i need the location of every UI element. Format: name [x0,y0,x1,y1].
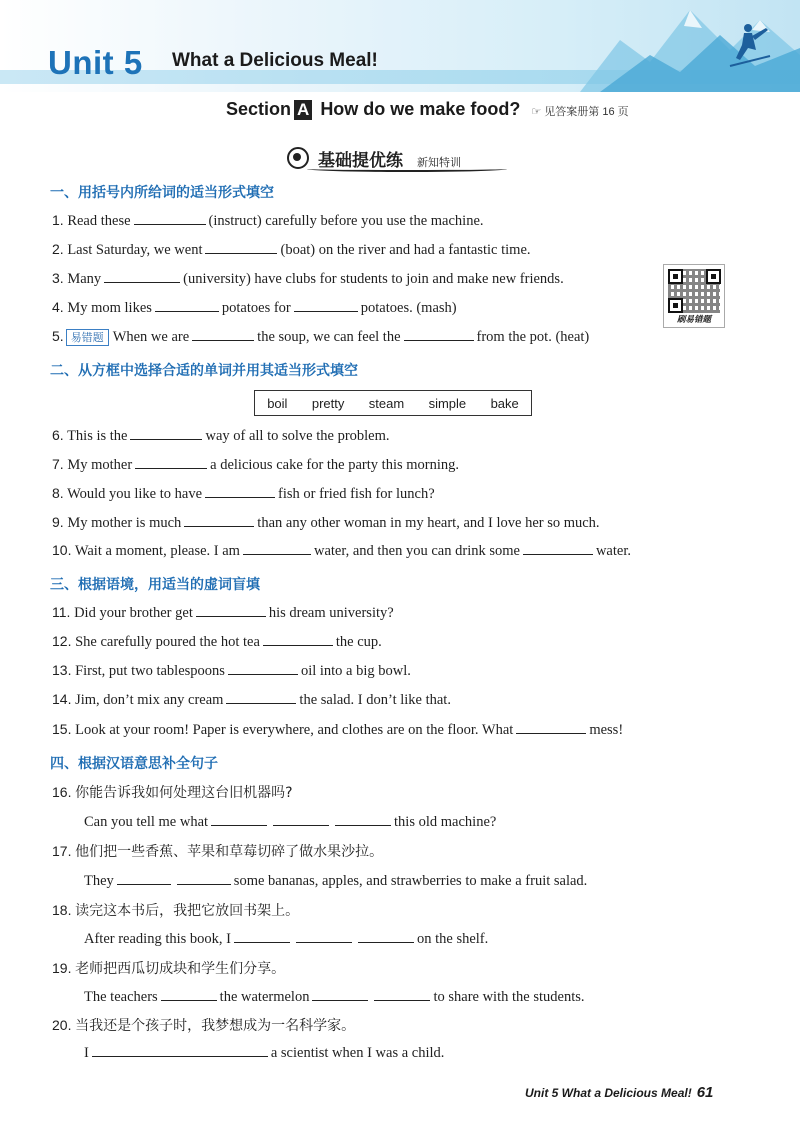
q-number: 4. [52,299,64,315]
q-number: 10. [52,542,72,558]
q-text: to share with the students. [433,989,585,1005]
answer-blank[interactable] [234,930,290,943]
answer-blank[interactable] [196,604,266,617]
q-text: After reading this book, I [84,931,231,947]
qr-label: 刷易错题 [676,315,711,325]
q-chinese: 你能告诉我如何处理这台旧机器吗? [75,785,293,801]
q-text: fish or fried fish for lunch? [278,486,435,502]
q-number: 3. [52,270,64,286]
q-number: 9. [52,514,64,530]
answer-blank[interactable] [312,988,368,1001]
q-text: First, put two tablespoons [75,663,225,679]
answer-blank[interactable] [296,930,352,943]
part4-heading: 四、根据汉语意思补全句子 [50,756,218,772]
q-text: Last Saturday, we went [67,242,203,258]
title-swoosh [307,166,507,172]
unit-title: What a Delicious Meal! [172,50,378,71]
answer-blank[interactable] [523,542,593,555]
qr-finder [668,269,683,284]
mountain-skier-illustration [580,0,800,92]
q-text: the soup, we can feel the [257,329,401,345]
q-text: mess! [589,722,624,738]
q-text: This is the [67,428,128,444]
answer-line-19 [84,988,585,1006]
q-number: 8. [52,485,64,501]
unit-number: Unit 5 [48,44,143,81]
q-text: than any other woman in my heart, and I love her so much. [257,515,600,531]
answer-blank[interactable] [516,721,586,734]
section-title [226,99,629,120]
q-text: way of all to solve the problem. [205,428,390,444]
answer-blank[interactable] [117,872,171,885]
practice-main: 基础提优练 [318,151,403,171]
q-text: Read these [67,213,131,229]
q-text: this old machine? [394,814,497,830]
q-text: potatoes for [221,300,291,316]
word-box [254,390,532,416]
answer-blank[interactable] [177,872,231,885]
word-option: boil [267,395,288,411]
question-3 [52,270,564,288]
answer-line-17 [84,872,587,890]
answer-blank[interactable] [161,988,217,1001]
answer-reference: ☞ 见答案册第 16 页 [531,106,629,118]
q-text: water. [595,543,631,559]
q-number: 1. [52,212,64,228]
q-text: (boat) on the river and had a fantastic time. [280,242,531,258]
word-option: simple [428,395,467,411]
q-text: Many [67,271,102,287]
question-1 [52,212,484,230]
q-text: Can you tell me what [84,814,209,830]
question-10 [52,542,631,560]
q-number: 6. [52,427,64,443]
word-option: pretty [311,395,345,411]
answer-blank[interactable] [228,662,298,675]
q-text: oil into a big bowl. [300,663,411,679]
qr-code[interactable] [663,264,725,328]
section-heading: How do we make food? [320,99,521,119]
q-text: from the pot. (heat) [476,329,590,345]
answer-blank[interactable] [273,813,329,826]
answer-blank[interactable] [263,633,333,646]
q-text: potatoes. (mash) [360,300,457,316]
question-15 [52,721,623,739]
answer-blank[interactable] [184,514,254,527]
q-number: 7. [52,456,64,472]
part1-heading: 一、用括号内所给词的适当形式填空 [50,185,274,201]
practice-sub: 新知特训 [417,156,461,169]
q-text: I [84,1045,89,1061]
q-text: My mom likes [67,300,152,316]
error-prone-tag: 易错题 [66,329,109,346]
q-number: 19. [52,960,72,976]
answer-blank[interactable] [374,988,430,1001]
q-text: Look at your room! Paper is everywhere, and clothes are on the floor. What [75,722,514,738]
question-5 [52,328,589,346]
word-option: bake [490,395,519,411]
practice-title [287,146,461,171]
part2-heading: 二、从方框中选择合适的单词并用其适当形式填空 [50,363,358,379]
section-letter-box: A [294,100,312,120]
q-text: The teachers [84,989,158,1005]
word-option: steam [368,395,405,411]
answer-blank[interactable] [130,427,202,440]
question-7 [52,456,459,474]
answer-line-20 [84,1044,444,1062]
question-19 [52,958,285,978]
question-16 [52,782,293,802]
q-text: the salad. I don’t like that. [299,692,451,708]
q-text: his dream university? [268,605,394,621]
answer-blank[interactable] [104,270,180,283]
answer-blank[interactable] [404,328,474,341]
q-number: 18. [52,902,72,918]
answer-blank[interactable] [358,930,414,943]
question-2 [52,241,531,259]
question-13 [52,662,411,680]
answer-blank[interactable] [134,212,206,225]
footer-text: Unit 5 What a Delicious Meal! [525,1086,692,1100]
q-number: 14. [52,691,72,707]
page-number: 61 [696,1084,714,1101]
q-text: the cup. [335,634,382,650]
answer-line-18 [84,930,488,948]
q-text: a scientist when I was a child. [270,1045,445,1061]
q-chinese: 他们把一些香蕉、苹果和草莓切碎了做水果沙拉。 [75,844,384,860]
section-word: Section [226,99,292,119]
q-text: a delicious cake for the party this morning. [210,457,459,473]
q-chinese: 老师把西瓜切成块和学生们分享。 [75,961,286,977]
answer-blank[interactable] [135,456,207,469]
answer-blank[interactable] [205,485,275,498]
q-number: 16. [52,784,72,800]
q-text: (university) have clubs for students to join and make new friends. [183,271,564,287]
q-text: Jim, don’t mix any cream [75,692,224,708]
q-text: When we are [112,329,190,345]
answer-line-16 [84,813,496,831]
q-number: 5. [52,328,64,344]
q-number: 20. [52,1017,72,1033]
q-number: 13. [52,662,72,678]
q-number: 11. [52,604,71,620]
q-text: some bananas, apples, and strawberries to make a fruit salad. [233,873,588,889]
question-6 [52,427,390,445]
q-text: Did your brother get [74,605,193,621]
q-text: Wait a moment, please. I am [74,543,240,559]
answer-blank[interactable] [294,299,358,312]
question-8 [52,485,435,503]
question-11 [52,604,394,622]
answer-blank[interactable] [211,813,267,826]
answer-blank[interactable] [243,542,311,555]
answer-blank[interactable] [155,299,219,312]
question-17 [52,841,383,861]
q-number: 2. [52,241,64,257]
question-4 [52,299,457,317]
q-chinese: 当我还是个孩子时，我梦想成为一名科学家。 [75,1018,356,1034]
q-text: water, and then you can drink some [313,543,520,559]
q-text: My mother is much [67,515,182,531]
answer-blank[interactable] [192,328,254,341]
question-18 [52,900,299,920]
q-text: on the shelf. [416,931,489,947]
question-9 [52,514,600,532]
q-number: 15. [52,721,72,737]
part3-heading: 三、根据语境，用适当的虚词盲填 [50,577,260,593]
q-text: She carefully poured the hot tea [75,634,260,650]
qr-finder [668,298,683,313]
q-text: My mother [67,457,133,473]
page-footer [525,1084,713,1101]
header-banner [0,0,800,92]
target-icon [287,147,309,169]
q-number: 12. [52,633,72,649]
q-number: 17. [52,843,72,859]
answer-blank[interactable] [335,813,391,826]
q-text: They [84,873,114,889]
question-20 [52,1015,355,1035]
answer-reference-text: 见答案册第 16 页 [544,106,629,118]
q-text: Would you like to have [67,486,203,502]
answer-blank[interactable] [92,1044,268,1057]
q-chinese: 读完这本书后，我把它放回书架上。 [75,903,300,919]
answer-blank[interactable] [205,241,277,254]
question-14 [52,691,451,709]
question-12 [52,633,382,651]
q-text: the watermelon [219,989,310,1005]
qr-finder [706,269,721,284]
q-text: (instruct) carefully before you use the machine. [208,213,484,229]
answer-blank[interactable] [226,691,296,704]
